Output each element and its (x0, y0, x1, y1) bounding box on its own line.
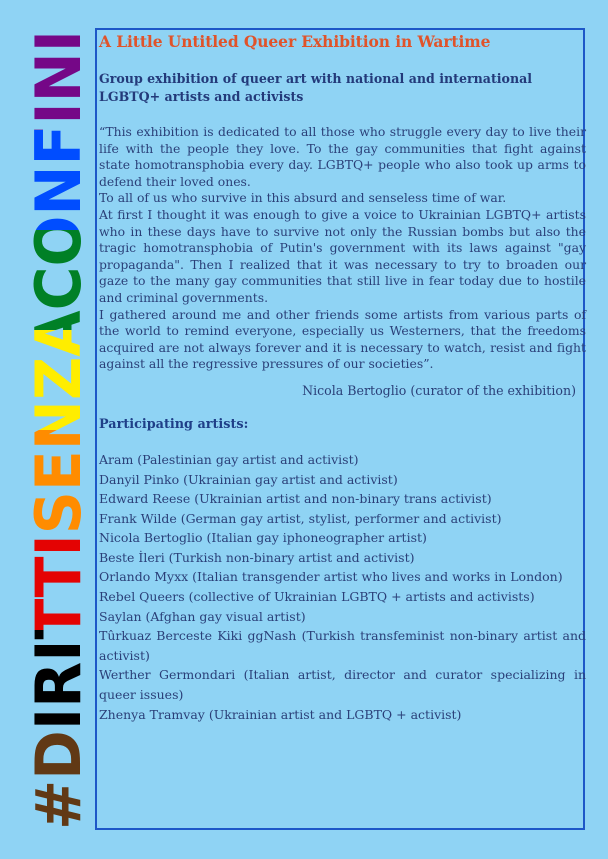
artist-item: Edward Reese (Ukrainian artist and non-binary trans activist) (99, 491, 492, 507)
artist-item: Aram (Palestinian gay artist and activist) (99, 451, 359, 467)
artist-item: Beste İleri (Turkish non-binary artist and activist) (99, 549, 415, 565)
artists-list (99, 450, 586, 724)
exhibition-content (99, 32, 586, 724)
exhibition-subtitle: Group exhibition of queer art with national and international LGBTQ+ artists and activists (99, 71, 533, 104)
statement-paragraph: I gathered around me and other friends some artists from various parts of the world to remind everyone, especially us Westerners, that the freedoms acquired are not always forever and it is necessary to watch, resist and fight against all the regressive pressures of our societies”. (99, 306, 586, 372)
rainbow-hashtag-graphic (22, 1, 95, 830)
artist-item: Danyil Pinko (Ukrainian gay artist and activist) (99, 471, 398, 487)
artists-heading: Participating artists: (99, 416, 249, 432)
side-banner-hashtag (22, 1, 95, 830)
artist-item: Nicola Bertoglio (Italian gay iphoneographer artist) (99, 530, 427, 546)
artist-item: Rebel Queers (collective of Ukrainian LGBTQ + artists and activists) (99, 589, 535, 605)
side-banner-text: #DIRITTISENZACONFINI (22, 1, 95, 830)
artist-item: Saylan (Afghan gay visual artist) (99, 608, 306, 624)
curator-signature: Nicola Bertoglio (curator of the exhibition) (302, 382, 576, 398)
statement-paragraph: To all of us who survive in this absurd and senseless time of war. (99, 190, 507, 206)
statement-paragraph: At first I thought it was enough to give a voice to Ukrainian LGBTQ+ artists who in these days have to survive not only the Russian bombs but also the tragic homotransphobia of Putin's government with its laws against "gay propaganda". Then I realized that it was necessary to try to broaden our gaze to the many gay communities that still live in fear today due to hostile and criminal governments. (99, 206, 586, 305)
artist-item: Tûrkuaz Berceste Kiki ggNash (Turkish transfeminist non-binary artist and activist) (99, 628, 586, 663)
artist-item: Werther Germondari (Italian artist, director and curator specializing in queer issues) (99, 667, 586, 703)
artist-item: Frank Wilde (German gay artist, stylist, performer and activist) (99, 510, 502, 526)
artist-item: Zhenya Tramvay (Ukrainian artist and LGBTQ + activist) (99, 706, 462, 722)
exhibition-title: A Little Untitled Queer Exhibition in Wartime (99, 32, 491, 51)
statement-paragraph: “This exhibition is dedicated to all those who struggle every day to live their life with the people they love. To the gay communities that fight against state homotransphobia every day. LGBTQ+ people who also took up arms to defend their loved ones. (99, 124, 586, 189)
curator-statement (99, 124, 586, 373)
artist-item: Orlando Myxx (Italian transgender artist who lives and works in London) (99, 569, 563, 585)
